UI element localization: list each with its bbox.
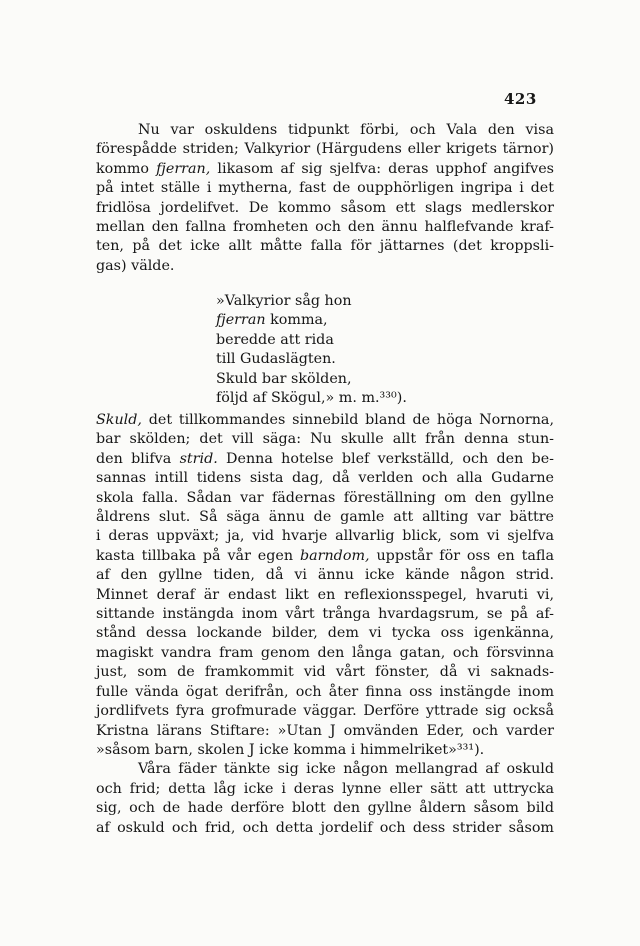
text-line: sannas intill tidens sista dag, då verlden och alla Gudarne [96, 470, 554, 487]
poem-line: Skuld bar skölden, [216, 370, 352, 387]
text-line: på intet ställe i mytherna, fast de oupphörligen ingripa i det [96, 180, 554, 197]
text-line: »såsom barn, skolen J icke komma i himmelriket»³³¹). [96, 741, 485, 758]
text-span: kasta tillbaka på vår egen [96, 547, 294, 564]
text-line: jordlifvets fyra grofmurade väggar. Derföre yttrade sig också [96, 703, 554, 720]
poem-line: till Gudaslägten. [216, 351, 336, 368]
text-line [96, 450, 554, 469]
poem-line [216, 311, 407, 330]
text-line: fridlösa jordelifvet. De kommo såsom ett slags medlerskor [96, 199, 554, 216]
text-line: Minnet deraf är endast likt en reflexionsspegel, hvaruti vi, [96, 586, 554, 603]
text-line [96, 411, 554, 430]
text-span: Denna hotelse blef verkställd, och den be- [226, 450, 555, 467]
text-span: komma, [270, 312, 328, 329]
text-line: Nu var oskuldens tidpunkt förbi, och Vala den visa [138, 122, 554, 138]
text-line: sig, och de hade derföre blott den gyllne åldern såsom bild [96, 800, 554, 817]
poem-line: »Valkyrior såg hon [216, 293, 352, 309]
text-line: stånd dessa lockande bilder, dem vi tycka oss igenkänna, [96, 625, 554, 642]
text-line: fulle vända ögat derifrån, och åter finna oss instängde inom [96, 683, 554, 700]
text-span: likasom af sig sjelfva: deras upphof angifves [217, 160, 554, 177]
page-number: 423 [504, 90, 537, 108]
poem-quote [216, 292, 407, 408]
poem-line: följd af Skögul,» m. m.³³⁰). [216, 390, 407, 407]
text-line: gas) välde. [96, 257, 175, 274]
italic-word: fjerran, [156, 160, 211, 177]
text-line: af den gyllne tiden, då vi ännu icke kände någon strid. [96, 567, 554, 584]
text-line: skola falla. Sådan var fädernas föreställning om den gyllne [96, 489, 554, 506]
text-line: förespådde striden; Valkyrior (Härgudens eller krigets tärnor) [96, 141, 554, 158]
poem-line: beredde att rida [216, 331, 334, 348]
italic-word: strid. [179, 450, 218, 467]
text-line: åldrens slut. Så säga ännu de gamle att allting var bättre [96, 509, 554, 526]
text-line: Kristna lärans Stiftare: »Utan J omvänden Eder, och varder [96, 722, 554, 739]
paragraph-1 [96, 121, 554, 276]
text-line: Våra fäder tänkte sig icke någon mellangrad af oskuld [138, 761, 554, 778]
italic-word: fjerran [216, 312, 266, 329]
text-line [96, 160, 554, 179]
text-span: uppstår för oss en tafla [376, 547, 554, 564]
text-line: i deras uppväxt; ja, vid hvarje allvarlig blick, som vi sjelfva [96, 528, 554, 545]
text-line: sittande instängda inom vårt trånga hvardagsrum, se på af- [96, 606, 554, 623]
italic-word: barndom, [299, 547, 370, 564]
paragraph-2 [96, 411, 554, 838]
text-line: just, som de framkommit vid vårt fönster, då vi saknads- [96, 664, 554, 681]
text-line: af oskuld och frid, och detta jordelif och dess strider såsom [96, 819, 554, 836]
text-line: ten, på det icke allt måtte falla för jättarnes (det kroppsli- [96, 238, 554, 255]
text-span: den blifva [96, 450, 172, 467]
text-line: och frid; detta låg icke i deras lynne eller sätt att uttrycka [96, 780, 554, 797]
text-line: bar skölden; det vill säga: Nu skulle allt från denna stun- [96, 431, 554, 448]
text-line [96, 547, 554, 566]
text-span: kommo [96, 160, 149, 177]
text-line: magiskt vandra fram genom den långa gatan, och försvinna [96, 644, 554, 661]
text-span: det tillkommandes sinnebild bland de höga Nornorna, [148, 412, 554, 428]
italic-word: Skuld, [96, 412, 142, 428]
text-line: mellan den fallna fromheten och den ännu halflefvande kraf- [96, 219, 554, 236]
